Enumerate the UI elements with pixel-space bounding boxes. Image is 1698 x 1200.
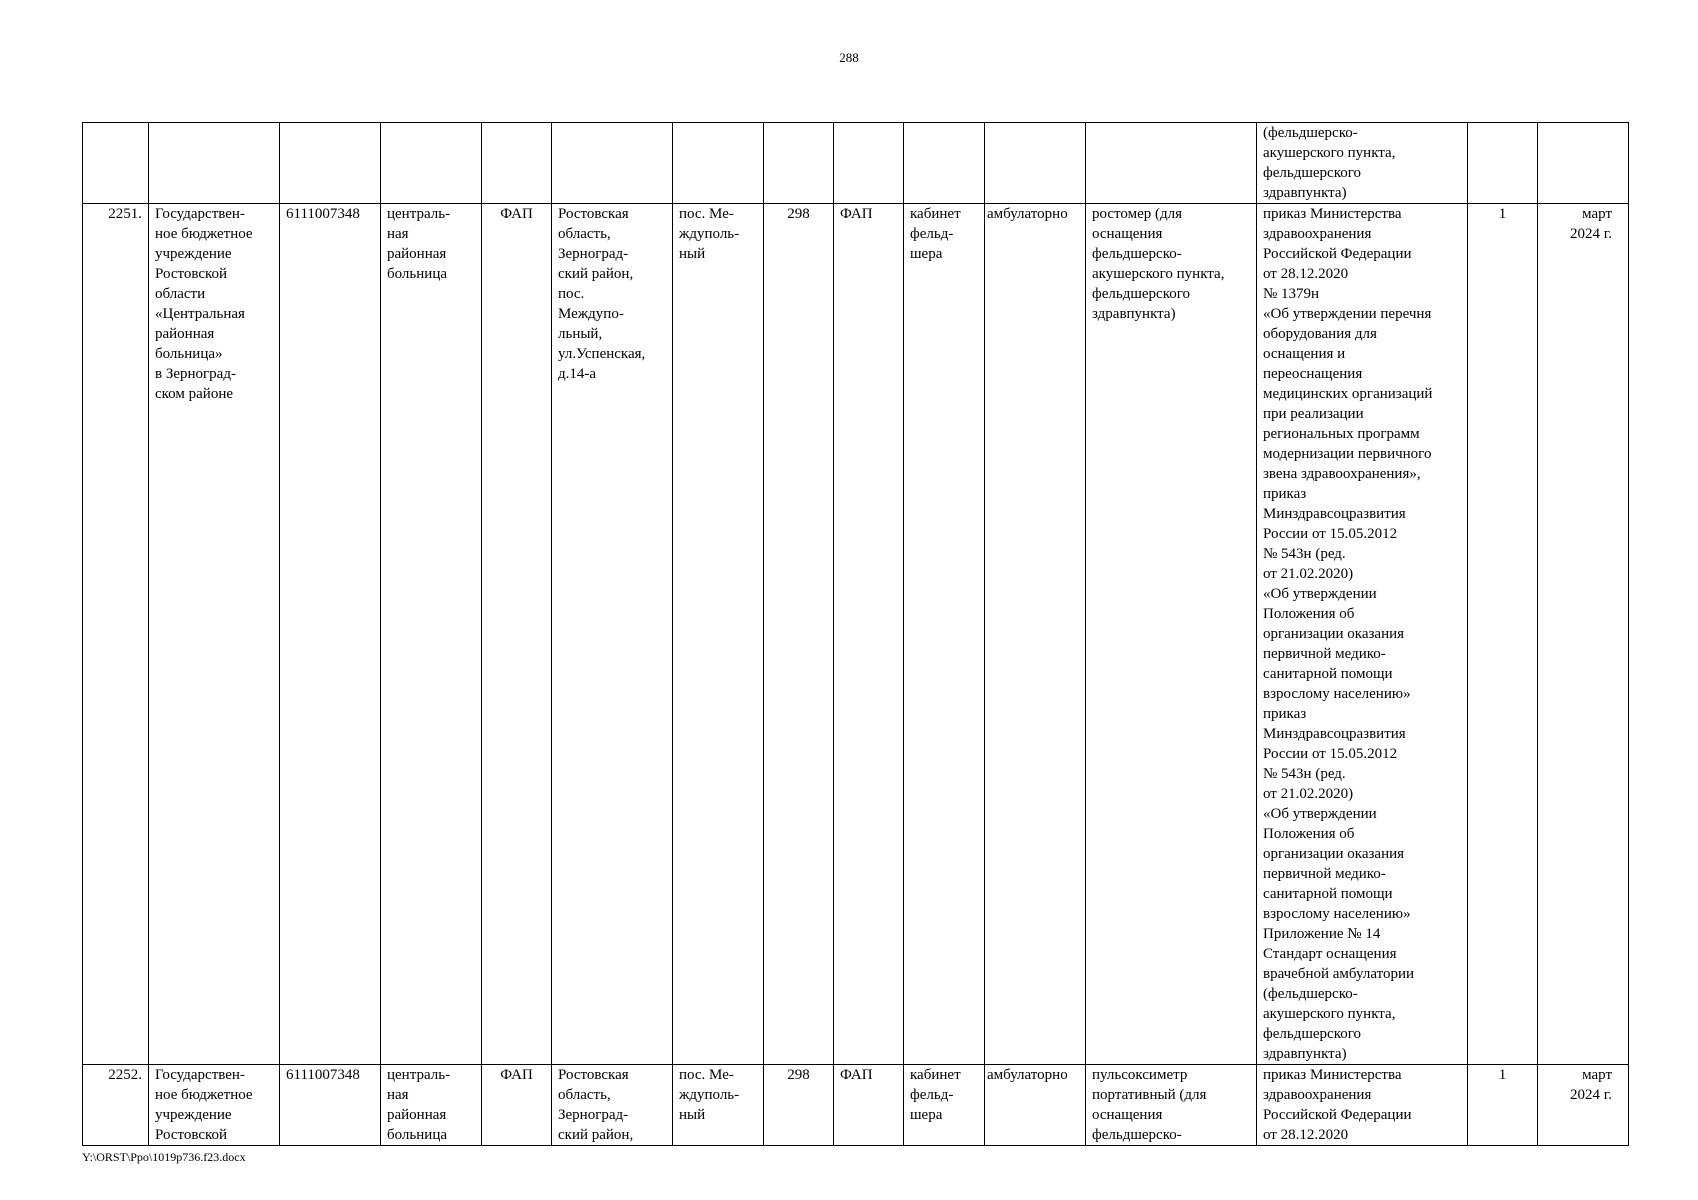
cell-unit: ФАП [834,1065,904,1146]
table-row [83,1065,1629,1146]
cell-count: 298 [764,204,834,1065]
cell-care [985,123,1086,204]
cell-unit-type [482,123,552,204]
equipment-table [82,122,1629,1146]
cell-num: 2252. [83,1065,149,1146]
cell-date: март 2024 г. [1538,204,1629,1065]
cell-institution [149,123,280,204]
cell-count: 298 [764,1065,834,1146]
cell-num: 2251. [83,204,149,1065]
table-row [83,204,1629,1065]
cell-care: амбулаторно [985,1065,1086,1146]
cell-address: Ростовская область, Зерноград- ский район, [552,1065,673,1146]
cell-type: централь- ная районная больница [381,204,482,1065]
cell-type: централь- ная районная больница [381,1065,482,1146]
cell-inn [280,123,381,204]
cell-unit-type: ФАП [482,204,552,1065]
cell-equipment [1086,123,1257,204]
cell-unit: ФАП [834,204,904,1065]
cell-equipment: ростомер (для оснащения фельдшерско- акушерского пункта, фельдшерского здравпункта) [1086,204,1257,1065]
cell-basis: приказ Министерства здравоохранения Российской Федерации от 28.12.2020 [1257,1065,1468,1146]
cell-type [381,123,482,204]
cell-room: кабинет фельд- шера [904,1065,985,1146]
table-row-continuation [83,123,1629,204]
cell-room: кабинет фельд- шера [904,204,985,1065]
cell-care: амбулаторно [985,204,1086,1065]
cell-inn: 6111007348 [280,204,381,1065]
cell-unit [834,123,904,204]
cell-basis: (фельдшерско- акушерского пункта, фельдшерского здравпункта) [1257,123,1468,204]
cell-room [904,123,985,204]
cell-settlement [673,123,764,204]
page-number: 288 [839,50,859,65]
cell-basis: приказ Министерства здравоохранения Российской Федерации от 28.12.2020 № 1379н «Об утверждении перечня оборудования для оснащения и переоснащения медицинских организаций при реализации региональных программ модернизации первичного звена здравоохранения», приказ Минздравсоцразвития России от 15.05.2012 № 543н (ред. от 21.02.2020) «Об утверждении Положения об организации оказания первичной медико- санитарной помощи взрослому населению» приказ Минздравсоцразвития России от 15.05.2012 № 543н (ред. от 21.02.2020) «Об утверждении Положения об организации оказания первичной медико- санитарной помощи взрослому населению» Приложение № 14 Стандарт оснащения врачебной амбулатории (фельдшерско- акушерского пункта, фельдшерского здравпункта) [1257,204,1468,1065]
cell-quantity: 1 [1468,204,1538,1065]
cell-settlement: пос. Ме- ждуполь- ный [673,204,764,1065]
cell-unit-type: ФАП [482,1065,552,1146]
cell-num [83,123,149,204]
cell-address: Ростовская область, Зерноград- ский район, пос. Междупо- льный, ул.Успенская, д.14-а [552,204,673,1065]
cell-address [552,123,673,204]
cell-settlement: пос. Ме- ждуполь- ный [673,1065,764,1146]
cell-equipment: пульсоксиметр портативный (для оснащения фельдшерско- [1086,1065,1257,1146]
cell-institution: Государствен- ное бюджетное учреждение Ростовской [149,1065,280,1146]
cell-quantity [1468,123,1538,204]
cell-inn: 6111007348 [280,1065,381,1146]
footer-file-path: Y:\ORST\Ppo\1019p736.f23.docx [82,1150,246,1164]
cell-count [764,123,834,204]
cell-date [1538,123,1629,204]
cell-date: март 2024 г. [1538,1065,1629,1146]
cell-quantity: 1 [1468,1065,1538,1146]
cell-institution: Государствен- ное бюджетное учреждение Ростовской области «Центральная районная больница» в Зерноград- ском районе [149,204,280,1065]
